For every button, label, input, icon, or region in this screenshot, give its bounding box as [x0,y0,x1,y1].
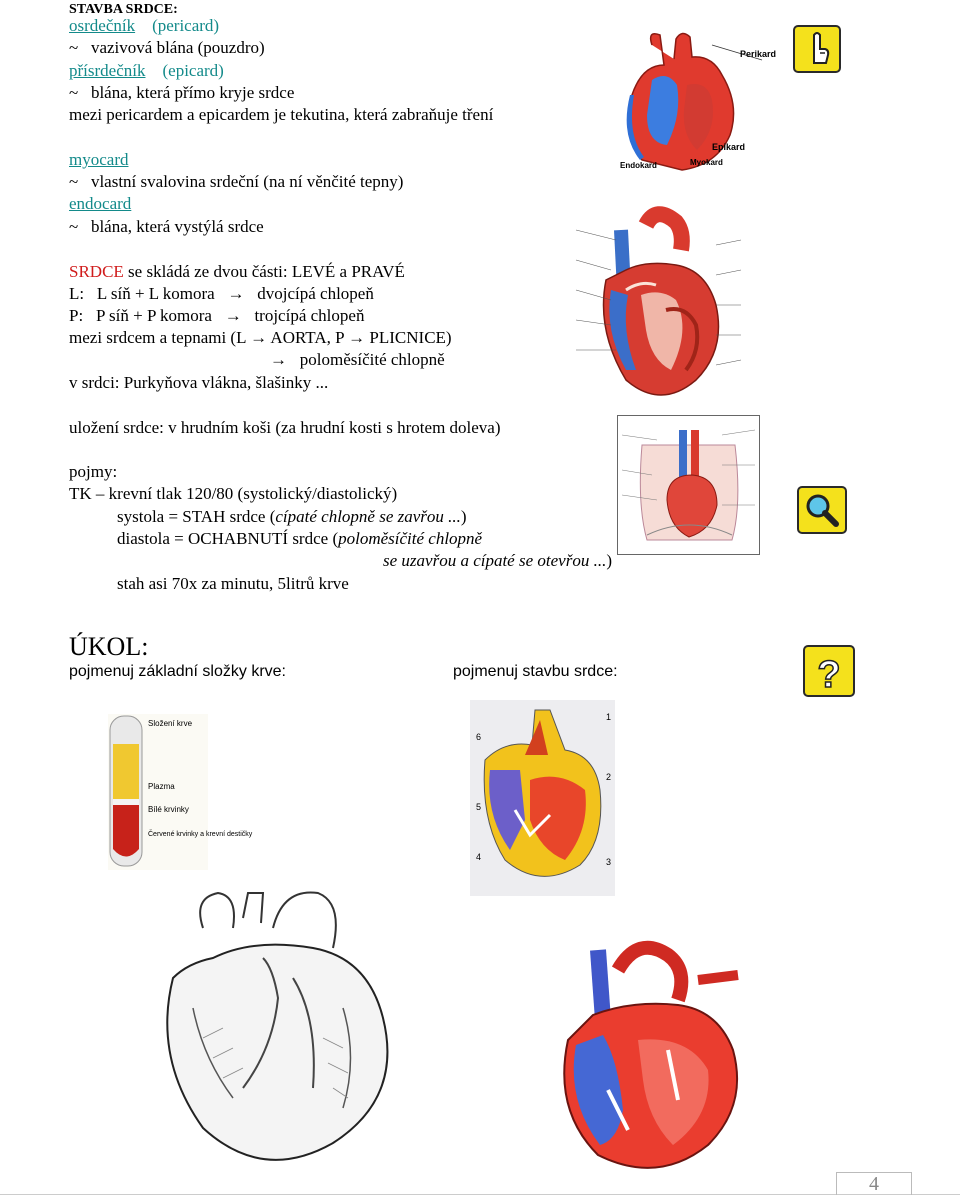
term-myocard: myocard [69,150,129,169]
between-note: mezi pericardem a epicardem je tekutina, která zabraňuje tření [69,105,494,124]
term-endocard: endocard [69,194,132,213]
term-endocard-desc: ~ blána, která vystýlá srdce [69,217,264,236]
arrow-icon: → [348,328,366,347]
arrow-icon: → [227,284,245,303]
tk-line: TK – krevní tlak 120/80 (systolický/diastolický) [69,484,398,503]
heart-rate-line: stah asi 70x za minutu, 5litrů krve [117,574,349,593]
heart-cross-section [566,210,756,405]
diastola-line-2: se uzavřou a cípaté se otevřou ...) [383,551,612,570]
right-heart-line: P: P síň + P komora → trojcípá chlopeň [69,306,365,325]
question-mark-icon [803,645,855,697]
term-name: přísrdečník [69,61,146,80]
term-name: osrdečník [69,16,136,35]
section-header: STAVBA SRDCE: [69,2,178,17]
numbered-heart-diagram [470,700,615,896]
term-latin: (epicard) [162,61,224,80]
term-pericard [69,16,219,36]
footer-line [0,1194,960,1195]
systola-line: systola = STAH srdce (cípaté chlopně se zavřou ...) [117,507,467,526]
marker-1: 1 [606,712,612,722]
term-myocard-desc: ~ vlastní svalovina srdeční (na ní věnčité tepny) [69,172,404,191]
task-blood: pojmenuj základní složky krve: [69,663,286,680]
svg-text:?: ? [817,654,841,696]
task-heart: pojmenuj stavbu srdce: [453,663,618,680]
term-latin: (pericard) [152,16,220,35]
arrow-icon: → [270,350,287,369]
heart-position: uložení srdce: v hrudním koši (za hrudní kosti s hrotem doleva) [69,418,501,437]
label-perikard: Perikard [740,49,777,59]
term-epicard-desc: ~ blána, která přímo kryje srdce [69,83,295,102]
term-epicard [69,61,224,81]
page-number: 4 [836,1172,912,1195]
heart-sketch-drawing [143,888,428,1178]
semilunar-line: → poloměsíčité chlopně [270,350,445,369]
srdce-intro: SRDCE se skládá ze dvou části: LEVÉ a PRAVÉ [69,262,405,281]
thorax-diagram [617,415,760,555]
marker-3: 3 [606,857,612,867]
magnifier-icon [797,486,847,534]
label-plazma: Plazma [148,782,175,791]
left-heart-line: L: L síň + L komora → dvojcípá chlopeň [69,284,374,303]
terms-title: pojmy: [69,462,118,481]
label-white-cells: Bílé krvinky [148,805,189,814]
blood-tube-diagram [108,714,253,870]
label-myokard: Myokard [690,158,723,167]
label-epikard: Epikard [712,142,746,152]
marker-4: 4 [476,852,482,862]
label-red-cells: Červené krvinky a krevní destičky [148,831,253,838]
srdce-word: SRDCE [69,262,124,281]
term-pericard-desc: ~ vazivová blána (pouzdro) [69,38,265,57]
task-title: ÚKOL: [69,632,149,661]
diastola-line: diastola = OCHABNUTÍ srdce (poloměsíčité chlopně [117,529,483,548]
marker-5: 5 [476,802,482,812]
label-blood-title: Složení krve [148,719,193,728]
label-endokard: Endokard [620,161,657,170]
heart-layers-diagram [612,25,777,175]
marker-6: 6 [476,732,482,742]
heart-colored-section [548,940,753,1178]
conduction-line: v srdci: Purkyňova vlákna, šlašinky ... [69,373,329,392]
pointing-hand-icon [793,25,841,73]
vessels-line: mezi srdcem a tepnami (L → AORTA, P → PLICNICE) [69,328,452,347]
arrow-icon: → [224,306,242,325]
marker-2: 2 [606,772,612,782]
arrow-icon: → [250,328,268,347]
